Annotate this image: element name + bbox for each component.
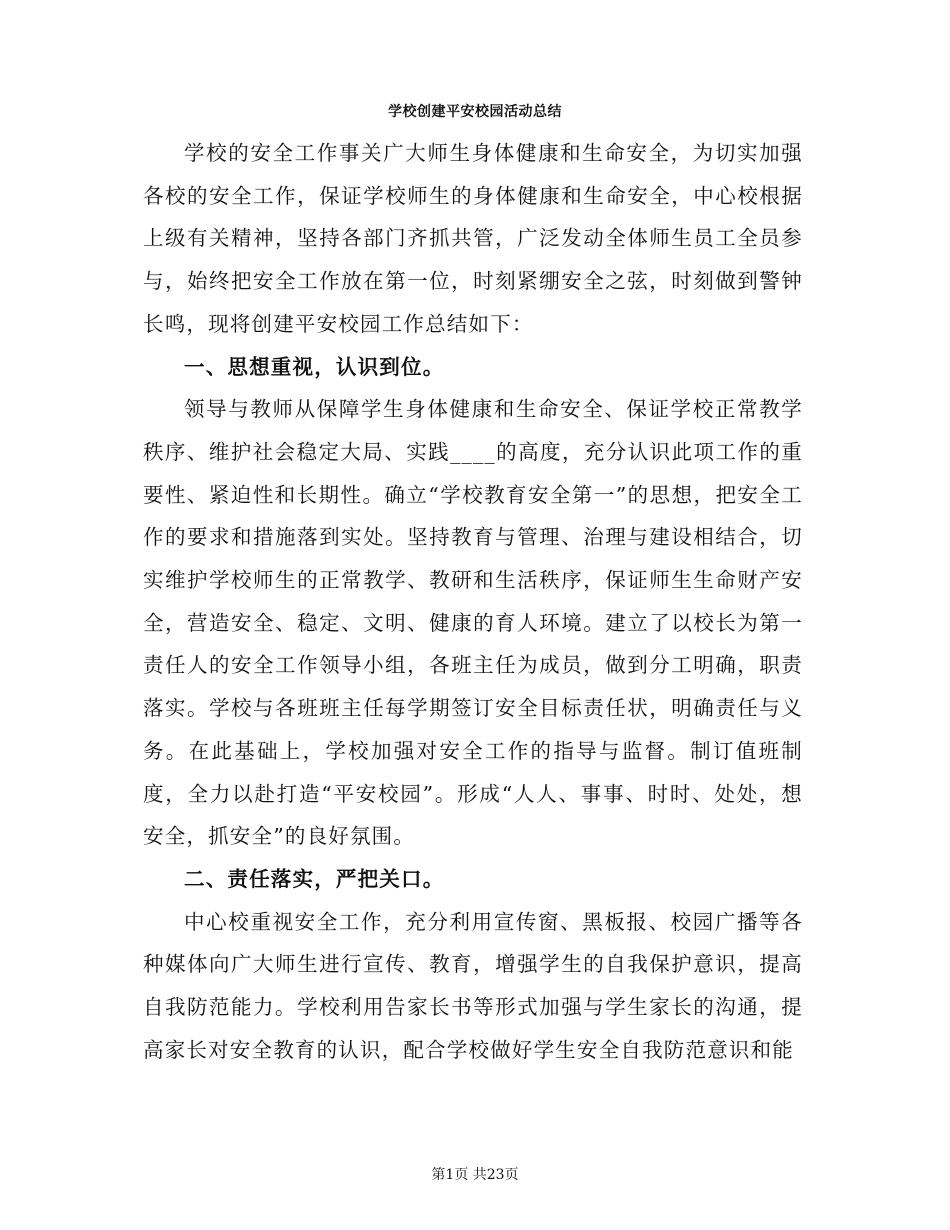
section-heading-1: 一、思想重视，认识到位。: [184, 354, 445, 379]
section-2-paragraph: 中心校重视安全工作，充分利用宣传窗、黑板报、校园广播等各种媒体向广大师生进行宣传、教育，增强学生的自我保护意识，提高自我防范能力。学校利用告家长书等形式加强与学生家长的沟通，提高家长对安全教育的认识，配合学校做好学生安全自我防范意识和能: [143, 909, 803, 1062]
document-body: [143, 132, 803, 1071]
document-title: 学校创建平安校园活动总结: [388, 104, 562, 120]
intro-paragraph: 学校的安全工作事关广大师生身体健康和生命安全，为切实加强各校的安全工作，保证学校师生的身体健康和生命安全，中心校根据上级有关精神，坚持各部门齐抓共管，广泛发动全体师生员工全员参与，始终把安全工作放在第一位，时刻紧绷安全之弦，时刻做到警钟长鸣，现将创建平安校园工作总结如下：: [143, 141, 803, 336]
section-1-paragraph: 领导与教师从保障学生身体健康和生命安全、保证学校正常教学秩序、维护社会稳定大局、实践____的高度，充分认识此项工作的重要性、紧迫性和长期性。确立“学校教育安全第一”的思想，把安全工作的要求和措施落到实处。坚持教育与管理、治理与建设相结合，切实维护学校师生的正常教学、教研和生活秩序，保证师生生命财产安全，营造安全、稳定、文明、健康的育人环境。建立了以校长为第一责任人的安全工作领导小组，各班主任为成员，做到分工明确，职责落实。学校与各班班主任每学期签订安全目标责任状，明确责任与义务。在此基础上，学校加强对安全工作的指导与监督。制订值班制度，全力以赴打造“平安校园”。形成“人人、事事、时时、处处，想安全，抓安全”的良好氛围。: [143, 397, 803, 849]
page-number-footer: 第1页 共23页: [431, 1167, 519, 1183]
section-heading-2: 二、责任落实，严把关口。: [184, 866, 445, 891]
